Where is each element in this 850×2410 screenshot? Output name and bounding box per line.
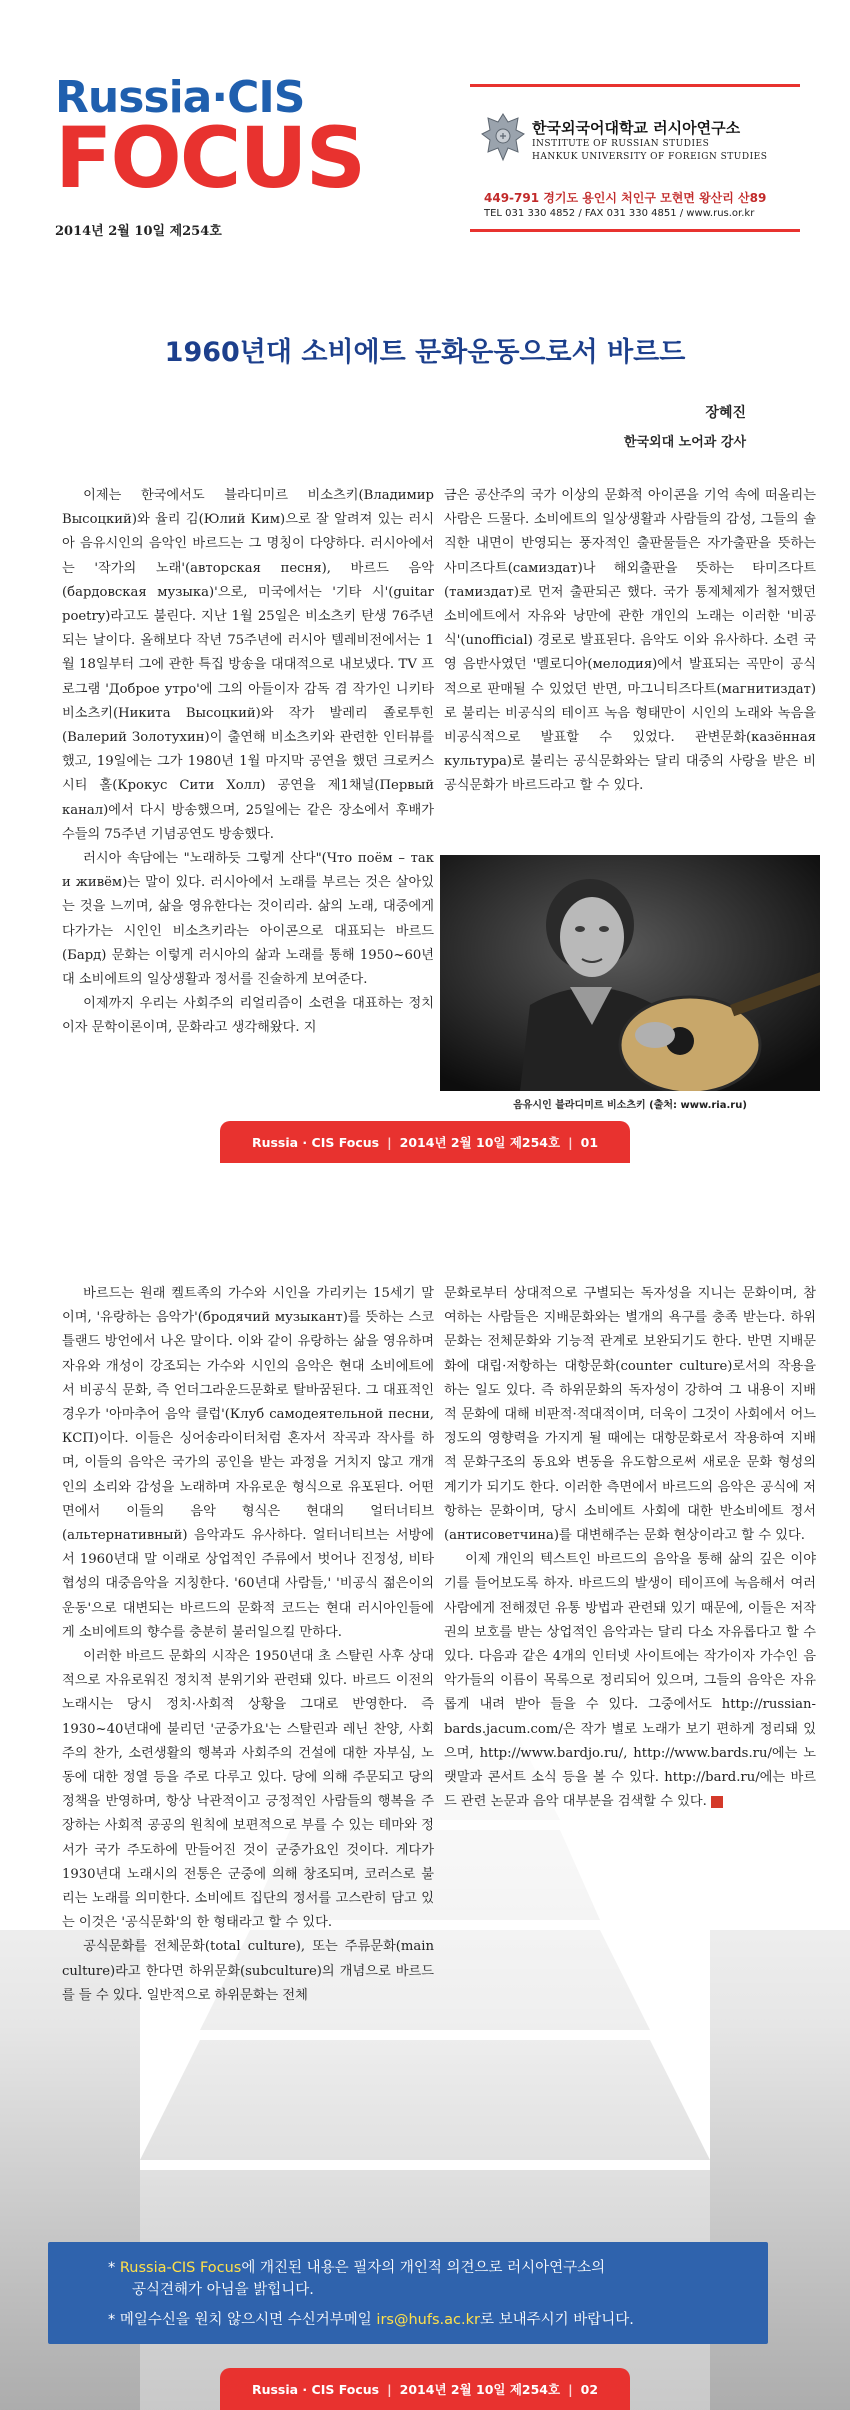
vysotsky-photo bbox=[440, 855, 820, 1091]
notice-line-3 bbox=[108, 2308, 634, 2329]
paragraph: 바르드는 원래 켈트족의 가수와 시인을 가리키는 15세기 말이며, '유랑하는 음악가'(бродячий музыкант)를 뜻하는 스코틀랜드 방언에서 나온 말이다. 이와 같이 유랑하는 삶을 영유하며 자유와 개성이 강조되는 가수와 시인의 음악은 현대 소비에트에서 비공식 문화, 즉 언더그라운드문화로 탈바꿈된다. 그 대표적인 경우가 '아마추어 음악 클럽'(Клуб самодеятельной песни, КСП)이다. 이들은 싱어송라이터처럼 혼자서 작곡과 작사를 하며, 이들의 음악은 국가의 공인을 받는 과정을 거치지 않고 개개인의 소리와 감성을 노래하며 자유로운 형식으로 유포된다. 어떤 면에서 이들의 음악 형식은 현대의 얼터너티브(альтернативный) 음악과도 유사하다. 얼터너티브는 서방에서 1960년대 말 이래로 상업적인 주류에서 벗어나 진정성, 비타협성의 대중음악을 지칭한다. '60년대 사람들,' '비공식 젊은이의 운동'으로 대변되는 바르드의 문화적 코드는 현대 러시아인들에게 소비에트의 향수를 충분히 불러일으킬 만하다. bbox=[62, 1286, 434, 1640]
institute-name-english: INSTITUTE OF RUSSIAN STUDIES bbox=[532, 139, 710, 149]
paragraph: 이제까지 우리는 사회주의 리얼리즘이 소련을 대표하는 정치이자 문학이론이며, 문화라고 생각해왔다. 지 bbox=[62, 996, 434, 1036]
logo-top-text: Russia·CIS bbox=[55, 72, 305, 123]
university-name-english: HANKUK UNIVERSITY OF FOREIGN STUDIES bbox=[532, 152, 768, 162]
institute-bottom-rule bbox=[470, 229, 800, 232]
paragraph: 러시아 속담에는 "노래하듯 그렇게 산다"(Что поём – так и живём)는 말이 있다. 러시아에서 노래를 부르는 것은 살아있는 것을 느끼며, 삶을 영유한다는 것이리라. 삶의 노래, 대중에게 다가가는 시인인 비소츠키라는 아이콘으로 대표되는 바르드(Бард) 문화는 이렇게 러시아의 삶과 노래를 통해 1950~60년대 소비에트의 일상생활과 정서를 진술하게 보여준다. bbox=[62, 851, 434, 988]
footer-date: 2014년 2월 10일 제254호 bbox=[399, 2382, 561, 2397]
paragraph: 이러한 바르드 문화의 시작은 1950년대 초 스탈린 사후 상대적으로 자유로워진 정치적 분위기와 관련돼 있다. 바르드 이전의 노래시는 당시 정치·사회적 상황을 그대로 반영한다. 즉 1930~40년대에 불리던 '군중가요'는 스탈린과 레닌 찬양, 사회주의 찬가, 소련생활의 행복과 사회주의 건설에 대한 자부심, 노동에 대한 정열 등을 주로 다루고 있다. 당에 의해 주문되고 당의 정책을 반영하며, 항상 낙관적이고 긍정적인 사람들의 행복을 주장하는 사회적 공공의 원칙에 보편적으로 부를 수 있는 테마와 정서가 국가 주도하에 만들어진 것이 군중가요인 것이다. 게다가 1930년대 노래시의 전통은 군중에 의해 창조되며, 코러스로 불리는 노래를 의미한다. 소비에트 집단의 정서를 고스란히 담고 있는 이것은 '공식문화'의 한 형태라고 할 수 있다. bbox=[62, 1649, 434, 1931]
paragraph: 공식문화를 전체문화(total culture), 또는 주류문화(main culture)라고 한다면 하위문화(subculture)의 개념으로 바르드를 들 수 있다. 일반적으로 하위문화는 전체 bbox=[62, 1939, 434, 2003]
logo-bottom-text: FOCUS bbox=[55, 109, 365, 207]
page1-right-column bbox=[444, 484, 816, 799]
page1-left-column bbox=[62, 484, 434, 1041]
author-affiliation: 한국외대 노어과 강사 bbox=[623, 435, 746, 450]
institute-address: 449-791 경기도 용인시 처인구 모현면 왕산리 산89 bbox=[484, 191, 767, 205]
footer-separator: | bbox=[568, 1134, 573, 1150]
photo-caption: 음유시인 블라디미르 비소츠키 (출처: www.ria.ru) bbox=[513, 1100, 747, 1111]
eagle-seal-icon bbox=[478, 110, 528, 166]
bullet: * bbox=[108, 2312, 116, 2328]
notice-line-1 bbox=[108, 2256, 605, 2277]
institute-contact: TEL 031 330 4852 / FAX 031 330 4851 / www.rus.or.kr bbox=[484, 208, 755, 219]
page2-left-column bbox=[62, 1282, 434, 2008]
russia-cis-focus-logo bbox=[55, 72, 435, 207]
bullet: * bbox=[108, 2260, 116, 2276]
singer-with-guitar-image bbox=[440, 855, 820, 1091]
page1-footer-tab bbox=[220, 1121, 630, 1163]
paragraph: 문화로부터 상대적으로 구별되는 독자성을 지니는 문화이며, 참여하는 사람들은 지배문화와는 별개의 욕구를 충족 받는다. 하위문화는 전체문화와 기능적 관계로 보완되기도 한다. 반면 지배문화에 대립·저항하는 대항문화(counter culture)로서의 작용을 하는 일도 있다. 즉 하위문화의 독자성이 강하여 그 내용이 지배적 문화에 대해 비판적·적대적이며, 더욱이 그것이 사회에서 어느 정도의 영향력을 가지게 될 때에는 대항문화로서 작용하여 지배적 문화구조의 동요와 변동을 유도함으로써 새로운 문화 형성의 계기가 되기도 한다. 이러한 측면에서 바르드의 음악은 공식에 저항하는 문화이며, 당시 소비에트 사회에 대한 반소비에트 정서(антисоветчина)를 대변해주는 문화 현상이라고 할 수 있다. bbox=[444, 1286, 816, 1544]
issue-date: 2014년 2월 10일 제254호 bbox=[55, 224, 222, 239]
footer-separator: | bbox=[387, 2381, 392, 2397]
notice-text: 메일수신을 원치 않으시면 수신거부메일 bbox=[119, 2312, 377, 2328]
article-title: 1960년대 소비에트 문화운동으로서 바르드 bbox=[164, 337, 686, 368]
footer-separator: | bbox=[387, 1134, 392, 1150]
notice-highlight: Russia-CIS Focus bbox=[119, 2260, 242, 2276]
unsubscribe-email-link[interactable]: irs@hufs.ac.kr bbox=[376, 2312, 480, 2328]
notice-line-2: 공식견해가 아님을 밝힙니다. bbox=[132, 2282, 314, 2298]
paragraph: 금은 공산주의 국가 이상의 문화적 아이콘을 기억 속에 떠올리는 사람은 드물다. 소비에트의 일상생활과 사람들의 감성, 그들의 솔직한 내면이 반영되는 풍자적인 출판물들은 자가출판을 뜻하는 사미즈다트(самиздат)나 해외출판을 뜻하는 타미즈다트(тамиздат)로 먼저 출판되곤 했다. 국가 통제체제가 철저했던 소비에트에서 자유와 낭만에 관한 개인의 노래는 이러한 '비공식'(unofficial) 경로로 발표된다. 음악도 이와 유사하다. 소련 국영 음반사였던 '멜로디아(мелодия)에서 발표되는 곡만이 공식적으로 판매될 수 있었던 반면, 마그니티즈다트(магнитиздат)로 불리는 비공식의 테이프 녹음 형태만이 시인의 노래와 녹음을 비공식적으로 발표할 수 있었다. 관변문화(казённая культура)로 불리는 공식문화와는 달리 대중의 사랑을 받은 비공식문화가 바르드라고 할 수 있다. bbox=[444, 488, 816, 794]
institute-name-korean: 한국외국어대학교 러시아연구소 bbox=[532, 119, 741, 137]
author-name: 장혜진 bbox=[705, 405, 746, 421]
footer-page-number: 02 bbox=[580, 2381, 599, 2397]
footer-brand: Russia · CIS Focus bbox=[251, 1134, 380, 1150]
notice-box bbox=[48, 2242, 768, 2344]
masthead bbox=[0, 0, 850, 240]
notice-text: 로 보내주시기 바랍니다. bbox=[479, 2312, 634, 2328]
page1-footer bbox=[0, 1121, 850, 1163]
end-of-article-icon: R bbox=[711, 1796, 723, 1808]
paragraph-text: 이제 개인의 텍스트인 바르드의 음악을 통해 삶의 깊은 이야기를 들어보도록 하자. 바르드의 발생이 테이프에 녹음해서 여러 사람에게 전해졌던 유통 방법과 관련돼 있기 때문에, 이들은 저작권의 보호를 받는 상업적인 음악과는 달리 다소 자유롭다고 할 수 있다. 다음과 같은 4개의 인터넷 사이트에는 작가이자 가수인 음악가들의 이름이 목록으로 정리되어 있으며, 그들의 음악은 자유롭게 내려 받아 들을 수 있다. 그중에서도 http://russian-bards.jacum.com/은 작가 별로 노래가 보기 편하게 정리돼 있으며, http://www.bardjo.ru/, http://www.bards.ru/에는 노랫말과 콘서트 소식 등을 볼 수 있다. http://bard.ru/에는 바르드 관련 논문과 음악 대부분을 검색할 수 있다. bbox=[444, 1552, 816, 1810]
page2-footer-tab bbox=[220, 2368, 630, 2410]
page2-right-column bbox=[444, 1282, 816, 1814]
footer-page-number: 01 bbox=[580, 1134, 599, 1150]
footer-date: 2014년 2월 10일 제254호 bbox=[399, 1135, 561, 1150]
footer-brand: Russia · CIS Focus bbox=[251, 2381, 380, 2397]
notice-text: 에 개진된 내용은 필자의 개인적 의견으로 러시아연구소의 bbox=[241, 2260, 606, 2276]
paragraph: 이제는 한국에서도 블라디미르 비소츠키(Владимир Высоцкий)와 율리 김(Юлий Ким)으로 잘 알려져 있는 러시아 음유시인의 음악인 바르드는 그 명칭이 다양하다. 러시아에서는 '작가의 노래'(авторская песня), 바르드 음악(бардовская музыка)'으로, 미국에서는 '기타 시'(guitar poetry)라고도 불린다. 지난 1월 25일은 비소츠키 탄생 76주년 되는 날이다. 올해보다 작년 75주년에 러시아 텔레비전에서는 1월 18일부터 그에 관한 특집 방송을 대대적으로 내보냈다. TV 프로그램 'Доброе утро'에 그의 아들이자 감독 겸 작가인 니키타 비소츠키(Никита Высоцкий)와 작가 발레리 졸로투힌(Валерий Золотухин)이 출연해 비소츠키와 관련한 인터뷰를 했고, 19일에는 그가 1980년 1월 마지막 공연을 했던 크로커스 시티 홀(Крокус Сити Холл) 공연을 제1채널(Первый канал)에서 다시 방송했으며, 25일에는 같은 장소에서 후배가수들의 75주년 기념공연도 방송했다. bbox=[62, 488, 434, 842]
institute-top-rule bbox=[470, 84, 800, 87]
footer-separator: | bbox=[568, 2381, 573, 2397]
paragraph bbox=[444, 1548, 816, 1814]
page2-footer bbox=[0, 2368, 850, 2410]
institute-block bbox=[470, 84, 800, 234]
